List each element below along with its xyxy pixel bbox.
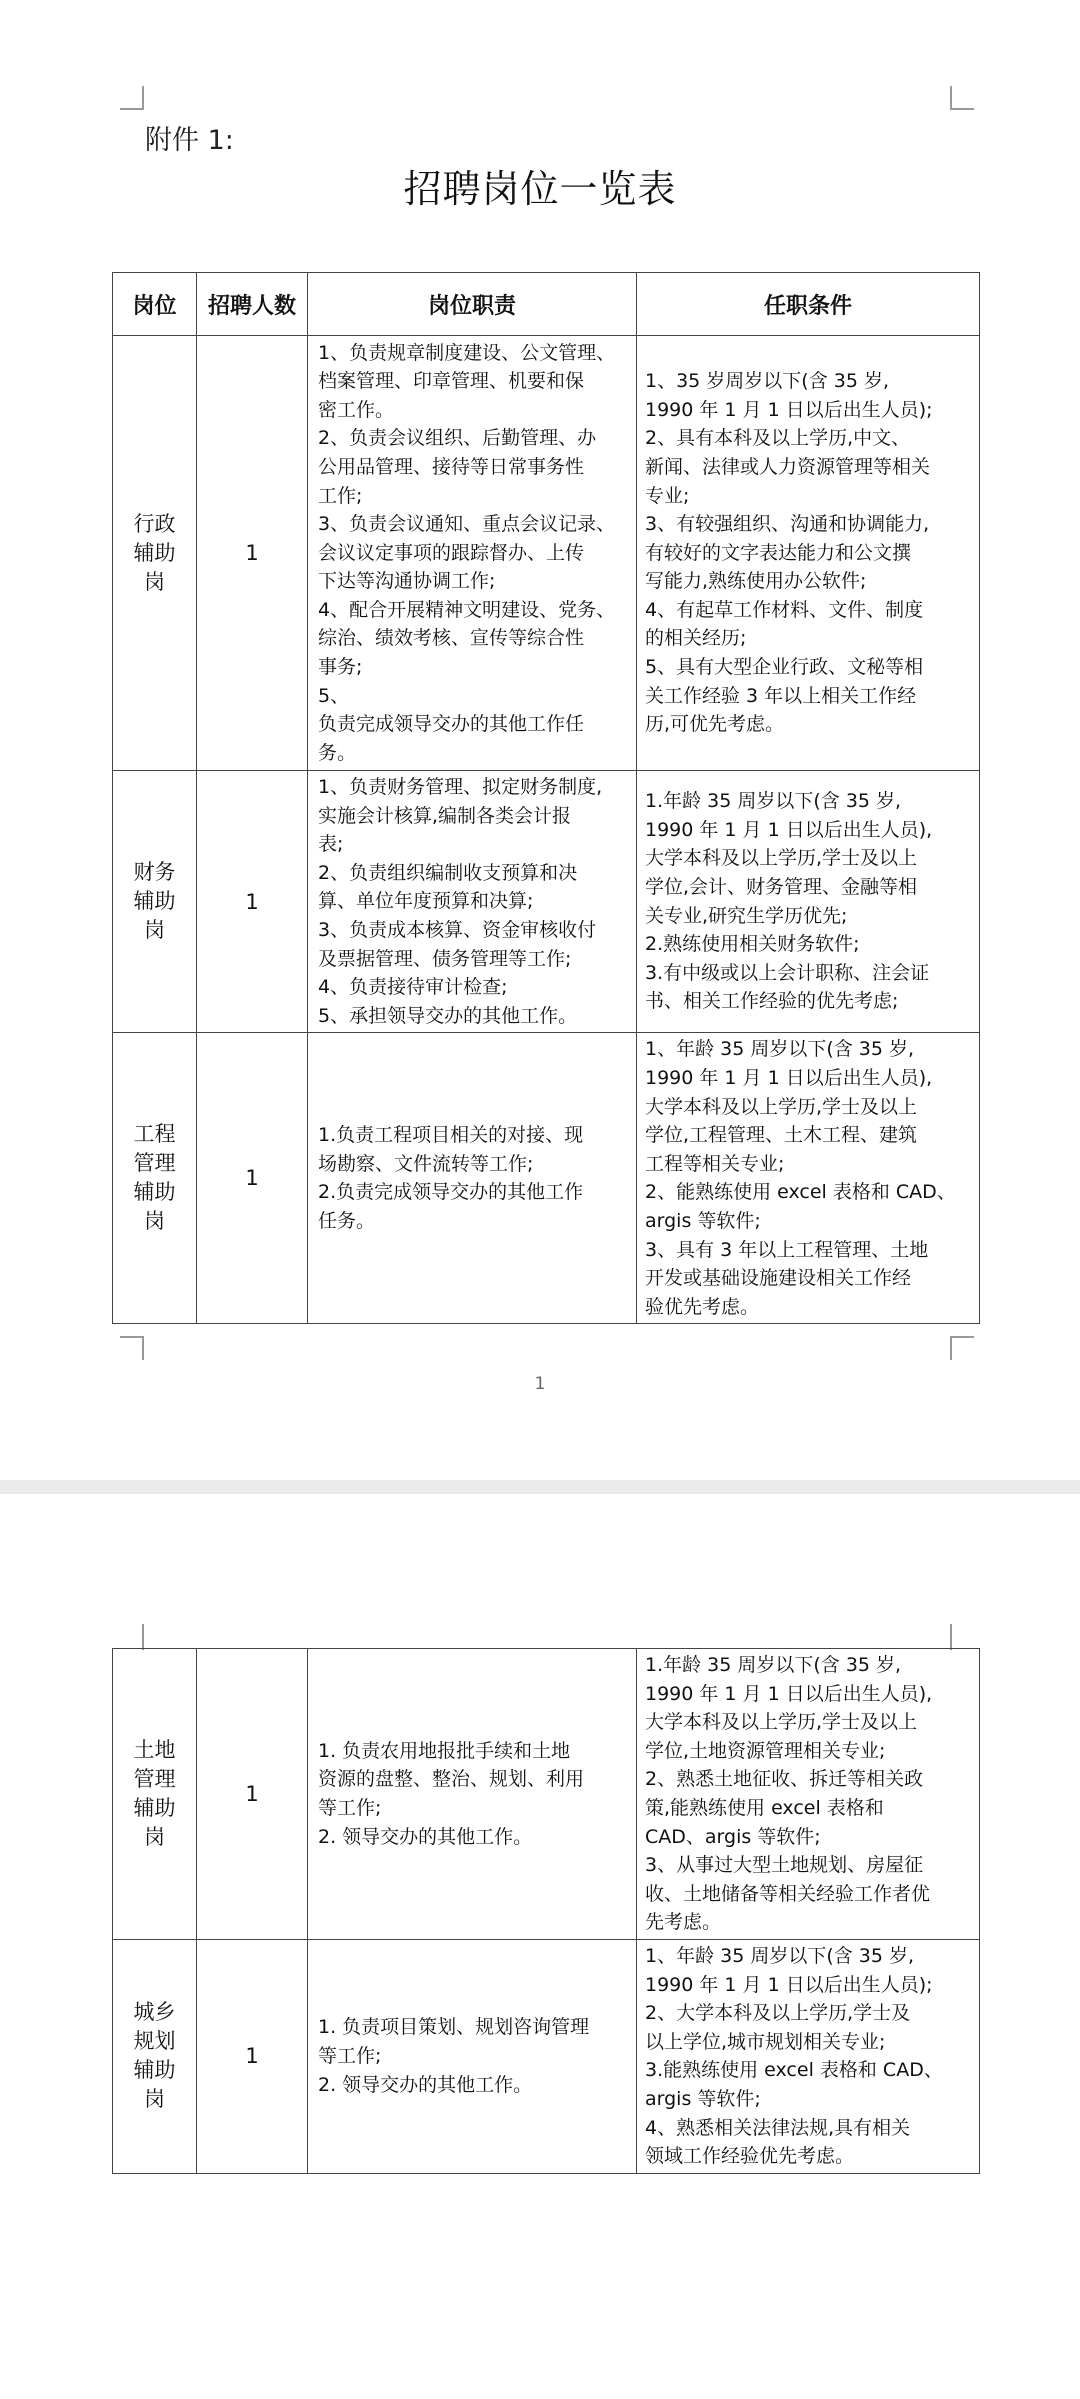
position-name-line: 岗 bbox=[144, 2087, 165, 2112]
requirement-line: 关专业,研究生学历优先; bbox=[645, 904, 848, 927]
position-name-line: 城乡 bbox=[133, 2000, 176, 2025]
requirement-line: 3、具有 3 年以上工程管理、土地 bbox=[645, 1238, 929, 1261]
requirement-line: 策,能熟练使用 excel 表格和 bbox=[645, 1796, 884, 1819]
requirement-line: 2、能熟练使用 excel 表格和 CAD、 bbox=[645, 1181, 956, 1204]
position-name-line: 工程 bbox=[133, 1122, 176, 1147]
corner-mark-top-right bbox=[950, 86, 974, 110]
position-cell bbox=[113, 1649, 197, 1940]
duties-cell bbox=[308, 1939, 637, 2173]
requirement-line: 2、大学本科及以上学历,学士及 bbox=[645, 2002, 911, 2025]
position-cell bbox=[113, 336, 197, 771]
requirement-line: 2.熟练使用相关财务软件; bbox=[645, 933, 860, 956]
count-cell: 1 bbox=[197, 1649, 308, 1940]
position-name-line: 岗 bbox=[144, 569, 165, 594]
table-row bbox=[113, 771, 980, 1033]
table-row bbox=[113, 336, 980, 771]
duty-line: 公用品管理、接待等日常事务性 bbox=[318, 455, 585, 478]
position-name-line: 财务 bbox=[133, 860, 176, 885]
duty-line: 1、负责财务管理、拟定财务制度, bbox=[318, 776, 603, 798]
requirement-line: 5、具有大型企业行政、文秘等相 bbox=[645, 656, 924, 679]
duty-line: 任务。 bbox=[318, 1209, 376, 1232]
position-name-line: 岗 bbox=[144, 918, 165, 943]
requirements-cell bbox=[637, 1649, 980, 1940]
corner-mark-top-right bbox=[950, 1624, 952, 1650]
duties-cell bbox=[308, 771, 637, 1033]
requirement-line: 2、具有本科及以上学历,中文、 bbox=[645, 427, 911, 450]
corner-mark-bottom-right bbox=[950, 1336, 974, 1360]
corner-mark-top-left bbox=[120, 86, 144, 110]
page-separator bbox=[0, 1480, 1080, 1494]
duties-cell bbox=[308, 1033, 637, 1324]
duty-line: 务。 bbox=[318, 741, 357, 764]
count-cell: 1 bbox=[197, 336, 308, 771]
requirement-line: 1.年龄 35 周岁以下(含 35 岁, bbox=[645, 1654, 902, 1676]
requirements-cell bbox=[637, 1939, 980, 2173]
duty-line: 密工作。 bbox=[318, 398, 395, 421]
requirement-line: 1990 年 1 月 1 日以后出生人员), bbox=[645, 1682, 933, 1705]
position-name-line: 辅助 bbox=[133, 1795, 176, 1820]
duty-line: 算、单位年度预算和决算; bbox=[318, 890, 534, 913]
duty-line: 2、负责会议组织、后勤管理、办 bbox=[318, 427, 597, 450]
duty-line: 3、负责成本核算、资金审核收付 bbox=[318, 918, 597, 941]
duty-line: 事务; bbox=[318, 656, 363, 679]
duty-line: 资源的盘整、整治、规划、利用 bbox=[318, 1768, 585, 1791]
duty-line: 1. 负责项目策划、规划咨询管理 bbox=[318, 2016, 590, 2039]
duties-cell bbox=[308, 1649, 637, 1940]
requirement-line: 1990 年 1 月 1 日以后出生人员); bbox=[645, 398, 933, 421]
duty-line: 等工作; bbox=[318, 1796, 382, 1819]
recruitment-table-page-2 bbox=[112, 1648, 980, 2174]
duty-line: 1、负责规章制度建设、公文管理、 bbox=[318, 341, 616, 364]
requirement-line: 以上学位,城市规划相关专业; bbox=[645, 2030, 886, 2053]
duty-line: 及票据管理、债务管理等工作; bbox=[318, 947, 572, 970]
requirement-line: argis 等软件; bbox=[645, 2087, 761, 2110]
requirement-line: 1990 年 1 月 1 日以后出生人员), bbox=[645, 818, 933, 841]
requirement-line: 学位,工程管理、土木工程、建筑 bbox=[645, 1124, 918, 1147]
requirements-cell bbox=[637, 1033, 980, 1324]
position-cell bbox=[113, 1939, 197, 2173]
position-name-line: 岗 bbox=[144, 1209, 165, 1234]
page-title: 招聘岗位一览表 bbox=[403, 167, 677, 211]
requirement-line: 大学本科及以上学历,学士及以上 bbox=[645, 1095, 918, 1118]
requirement-line: 1、年龄 35 周岁以下(含 35 岁, bbox=[645, 1038, 915, 1061]
position-name-line: 岗 bbox=[144, 1824, 165, 1849]
duty-line: 下达等沟通协调工作; bbox=[318, 570, 496, 593]
header-requirements: 任职条件 bbox=[637, 273, 980, 336]
duty-line: 5、承担领导交办的其他工作。 bbox=[318, 1004, 578, 1027]
count-cell: 1 bbox=[197, 1033, 308, 1324]
requirement-line: 的相关经历; bbox=[645, 627, 747, 650]
count-cell: 1 bbox=[197, 771, 308, 1033]
duty-line: 2. 领导交办的其他工作。 bbox=[318, 1825, 533, 1848]
requirement-line: 有较好的文字表达能力和公文撰 bbox=[645, 541, 912, 564]
duty-line: 会议议定事项的跟踪督办、上传 bbox=[318, 541, 585, 564]
header-duties: 岗位职责 bbox=[308, 273, 637, 336]
requirement-line: 4、有起草工作材料、文件、制度 bbox=[645, 598, 924, 621]
count-cell: 1 bbox=[197, 1939, 308, 2173]
duty-line: 实施会计核算,编制各类会计报 bbox=[318, 804, 572, 827]
duty-line: 3、负责会议通知、重点会议记录、 bbox=[318, 513, 616, 536]
requirement-line: 验优先考虑。 bbox=[645, 1295, 760, 1318]
requirement-line: 工程等相关专业; bbox=[645, 1152, 785, 1175]
document-page-2 bbox=[0, 1494, 1080, 2399]
requirement-line: 学位,会计、财务管理、金融等相 bbox=[645, 876, 918, 899]
table-header-row bbox=[113, 273, 980, 336]
page-number: 1 bbox=[534, 1374, 546, 1394]
duty-line: 1. 负责农用地报批手续和土地 bbox=[318, 1739, 571, 1762]
duty-line: 2.负责完成领导交办的其他工作 bbox=[318, 1181, 584, 1204]
requirement-line: 1、35 岁周岁以下(含 35 岁, bbox=[645, 370, 890, 393]
requirement-line: 关工作经验 3 年以上相关工作经 bbox=[645, 684, 917, 707]
requirement-line: 1990 年 1 月 1 日以后出生人员), bbox=[645, 1066, 933, 1089]
position-cell bbox=[113, 1033, 197, 1324]
duty-line: 负责完成领导交办的其他工作任 bbox=[318, 713, 585, 736]
duty-line: 等工作; bbox=[318, 2045, 382, 2068]
requirement-line: 学位,土地资源管理相关专业; bbox=[645, 1739, 886, 1762]
duty-line: 1.负责工程项目相关的对接、现 bbox=[318, 1124, 584, 1147]
position-name-line: 管理 bbox=[133, 1766, 176, 1791]
header-position: 岗位 bbox=[113, 273, 197, 336]
table-row bbox=[113, 1939, 980, 2173]
position-name-line: 规划 bbox=[133, 2029, 176, 2054]
requirement-line: 书、相关工作经验的优先考虑; bbox=[645, 990, 899, 1013]
duty-line: 表; bbox=[318, 833, 344, 856]
requirement-line: CAD、argis 等软件; bbox=[645, 1825, 821, 1848]
requirement-line: argis 等软件; bbox=[645, 1209, 761, 1232]
duties-cell bbox=[308, 336, 637, 771]
position-name-line: 辅助 bbox=[133, 540, 176, 565]
requirements-cell bbox=[637, 771, 980, 1033]
header-count: 招聘人数 bbox=[197, 273, 308, 336]
duty-line: 档案管理、印章管理、机要和保 bbox=[318, 370, 585, 393]
position-name-line: 辅助 bbox=[133, 1180, 176, 1205]
requirement-line: 开发或基础设施建设相关工作经 bbox=[645, 1267, 912, 1290]
requirement-line: 1、年龄 35 周岁以下(含 35 岁, bbox=[645, 1944, 915, 1967]
requirement-line: 大学本科及以上学历,学士及以上 bbox=[645, 847, 918, 870]
requirement-line: 先考虑。 bbox=[645, 1911, 722, 1934]
position-name-line: 管理 bbox=[133, 1151, 176, 1176]
corner-mark-bottom-left bbox=[120, 1336, 144, 1360]
requirement-line: 1.年龄 35 周岁以下(含 35 岁, bbox=[645, 790, 902, 813]
position-name-line: 辅助 bbox=[133, 2058, 176, 2083]
requirement-line: 专业; bbox=[645, 484, 690, 507]
duty-line: 2、负责组织编制收支预算和决 bbox=[318, 861, 578, 884]
duty-line: 场勘察、文件流转等工作; bbox=[318, 1152, 534, 1175]
requirement-line: 新闻、法律或人力资源管理等相关 bbox=[645, 455, 931, 478]
requirement-line: 4、熟悉相关法律法规,具有相关 bbox=[645, 2116, 911, 2139]
table-row bbox=[113, 1649, 980, 1940]
requirement-line: 3.有中级或以上会计职称、注会证 bbox=[645, 961, 930, 984]
duty-line: 4、负责接待审计检查; bbox=[318, 976, 508, 999]
position-name-line: 行政 bbox=[133, 511, 176, 536]
duty-line: 5、 bbox=[318, 684, 350, 707]
requirement-line: 3、有较强组织、沟通和协调能力, bbox=[645, 513, 930, 536]
attachment-label: 附件 1: bbox=[145, 125, 234, 156]
requirement-line: 大学本科及以上学历,学士及以上 bbox=[645, 1711, 918, 1734]
requirement-line: 写能力,熟练使用办公软件; bbox=[645, 570, 867, 593]
position-cell bbox=[113, 771, 197, 1033]
recruitment-table-page-1 bbox=[112, 272, 980, 1324]
requirement-line: 2、熟悉土地征收、拆迁等相关政 bbox=[645, 1768, 924, 1791]
requirement-line: 领域工作经验优先考虑。 bbox=[645, 2145, 855, 2168]
position-name-line: 土地 bbox=[133, 1737, 176, 1762]
position-name-line: 辅助 bbox=[133, 889, 176, 914]
requirement-line: 1990 年 1 月 1 日以后出生人员); bbox=[645, 1973, 933, 1996]
requirement-line: 3、从事过大型土地规划、房屋征 bbox=[645, 1854, 924, 1877]
table-row bbox=[113, 1033, 980, 1324]
requirement-line: 收、土地储备等相关经验工作者优 bbox=[645, 1882, 931, 1905]
corner-mark-top-left bbox=[142, 1624, 144, 1650]
duty-line: 2. 领导交办的其他工作。 bbox=[318, 2073, 533, 2096]
duty-line: 工作; bbox=[318, 484, 363, 507]
requirements-cell bbox=[637, 336, 980, 771]
duty-line: 4、配合开展精神文明建设、党务、 bbox=[318, 598, 616, 621]
requirement-line: 3.能熟练使用 excel 表格和 CAD、 bbox=[645, 2059, 943, 2082]
requirement-line: 历,可优先考虑。 bbox=[645, 713, 785, 736]
duty-line: 综治、绩效考核、宣传等综合性 bbox=[318, 627, 585, 650]
